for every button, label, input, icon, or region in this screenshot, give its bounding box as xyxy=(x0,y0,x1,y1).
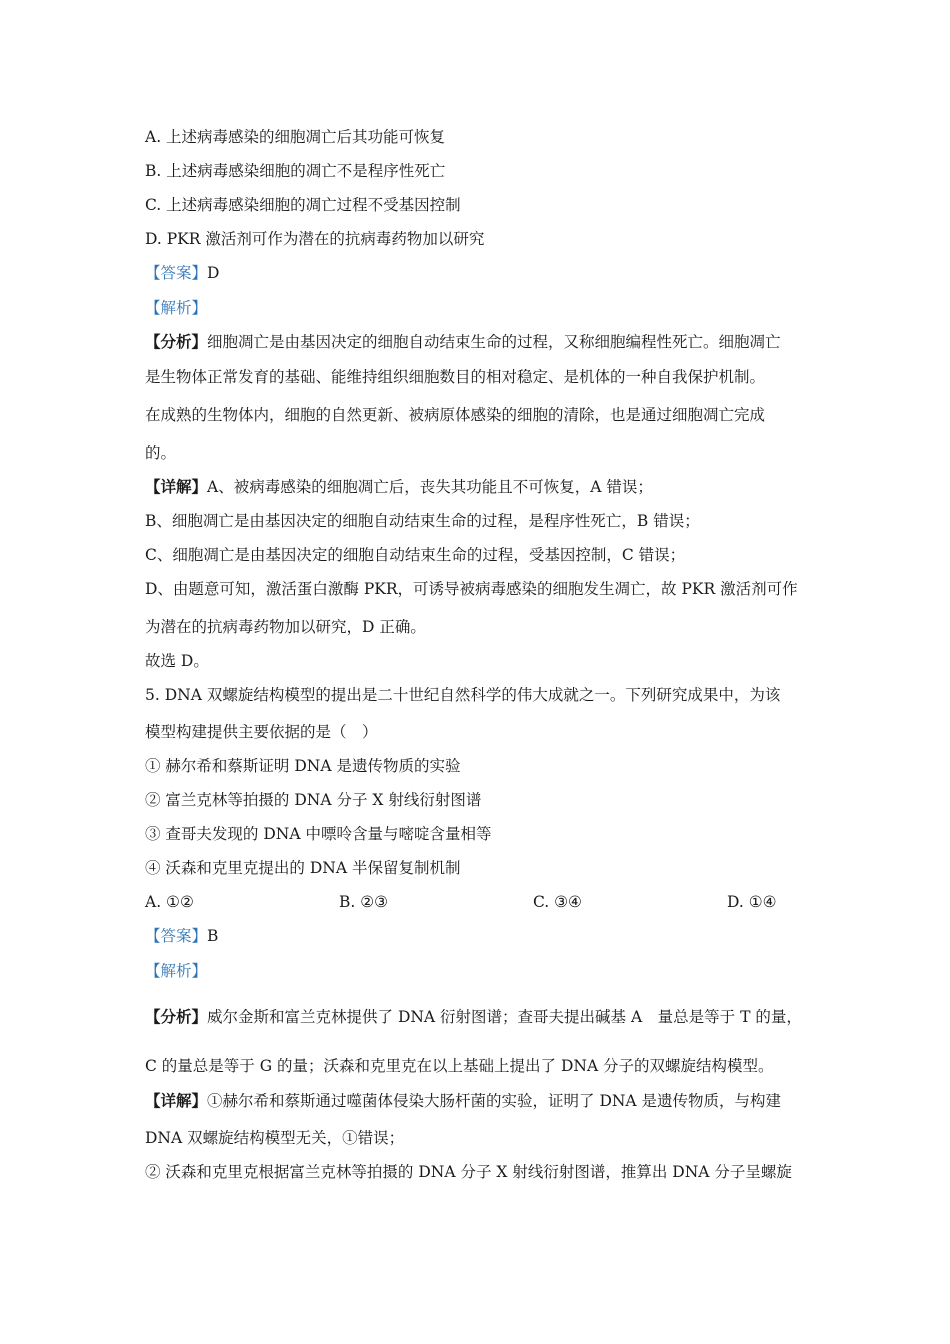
q4-answer-label: 【答案】 xyxy=(145,264,208,282)
q4-xiangjie-line2: B、细胞凋亡是由基因决定的细胞自动结束生命的过程，是程序性死亡，B 错误； xyxy=(145,512,700,530)
q5-fenxi-label: 【分析】 xyxy=(145,1007,208,1026)
q5-item-4: ④ 沃森和克里克提出的 DNA 半保留复制机制 xyxy=(145,859,461,877)
q4-xiangjie-line6: 故选 D。 xyxy=(145,652,209,670)
q5-answer xyxy=(145,925,815,947)
q5-xiangjie-line2: DNA 双螺旋结构模型无关，①错误； xyxy=(145,1129,405,1147)
q4-option-a: A. 上述病毒感染的细胞凋亡后其功能可恢复 xyxy=(145,128,446,146)
q5-answer-value: B xyxy=(207,927,219,945)
q5-stem-line1: 5. DNA 双螺旋结构模型的提出是二十世纪自然科学的伟大成就之一。下列研究成果中，为该 xyxy=(145,686,781,704)
q5-item-3: ③ 查哥夫发现的 DNA 中嘌呤含量与嘧啶含量相等 xyxy=(145,825,492,843)
q4-option-c: C. 上述病毒感染细胞的凋亡过程不受基因控制 xyxy=(145,196,461,214)
q4-analysis-label: 【解析】 xyxy=(145,299,208,317)
q5-xiangjie-text1: ①赫尔希和蔡斯通过噬菌体侵染大肠杆菌的实验，证明了 DNA 是遗传物质，与构建 xyxy=(207,1092,782,1110)
q5-item-1: ① 赫尔希和蔡斯证明 DNA 是遗传物质的实验 xyxy=(145,757,461,775)
q4-answer xyxy=(145,262,815,284)
q5-answer-label: 【答案】 xyxy=(145,927,208,945)
q4-fenxi-line4: 的。 xyxy=(145,444,177,462)
q5-item-2: ② 富兰克林等拍摄的 DNA 分子 X 射线衍射图谱 xyxy=(145,791,482,809)
q4-option-d: D. PKR 激活剂可作为潜在的抗病毒药物加以研究 xyxy=(145,230,485,248)
q4-fenxi-line3: 在成熟的生物体内，细胞的自然更新、被病原体感染的细胞的清除，也是通过细胞凋亡完成 xyxy=(145,406,766,424)
q4-xiangjie-line4: D、由题意可知，激活蛋白激酶 PKR，可诱导被病毒感染的细胞发生凋亡，故 PKR 激活剂可作 xyxy=(145,580,798,598)
q4-fenxi-text1: 细胞凋亡是由基因决定的细胞自动结束生命的过程，又称细胞编程性死亡。细胞凋亡 xyxy=(207,333,781,351)
q4-fenxi-line2: 是生物体正常发育的基础、能维持组织细胞数目的相对稳定、是机体的一种自我保护机制。 xyxy=(145,368,766,386)
q5-option-d: D. ①④ xyxy=(727,893,777,911)
q4-option-b: B. 上述病毒感染细胞的凋亡不是程序性死亡 xyxy=(145,162,446,180)
q5-analysis-label: 【解析】 xyxy=(145,962,208,980)
q5-fenxi-text1: 威尔金斯和富兰克林提供了 DNA 衍射图谱；查哥夫提出碱基 A 量总是等于 T 的量， xyxy=(207,1008,802,1026)
q4-fenxi-line1 xyxy=(145,331,815,353)
q4-fenxi-label: 【分析】 xyxy=(145,332,208,351)
q4-xiangjie-label: 【详解】 xyxy=(145,477,208,496)
q5-option-a: A. ①② xyxy=(145,893,194,911)
q4-xiangjie-line1 xyxy=(145,476,815,498)
q5-stem-line2: 模型构建提供主要依据的是（ ） xyxy=(145,723,378,741)
q5-xiangjie-label: 【详解】 xyxy=(145,1091,208,1110)
q4-xiangjie-text1: A、被病毒感染的细胞凋亡后，丧失其功能且不可恢复，A 错误； xyxy=(207,478,653,496)
q5-fenxi-line2: C 的量总是等于 G 的量；沃森和克里克在以上基础上提出了 DNA 分子的双螺旋结构模型。 xyxy=(145,1057,774,1075)
q5-option-c: C. ③④ xyxy=(533,893,582,911)
q5-option-b: B. ②③ xyxy=(339,893,389,911)
q4-xiangjie-line3: C、细胞凋亡是由基因决定的细胞自动结束生命的过程，受基因控制，C 错误； xyxy=(145,546,686,564)
q5-xiangjie-line1 xyxy=(145,1090,815,1112)
q4-xiangjie-line5: 为潜在的抗病毒药物加以研究，D 正确。 xyxy=(145,618,426,636)
q5-fenxi-line1 xyxy=(145,1006,815,1028)
q4-answer-value: D xyxy=(207,264,220,282)
q5-xiangjie-line3: ② 沃森和克里克根据富兰克林等拍摄的 DNA 分子 X 射线衍射图谱，推算出 DNA 分子呈螺旋 xyxy=(145,1163,792,1181)
